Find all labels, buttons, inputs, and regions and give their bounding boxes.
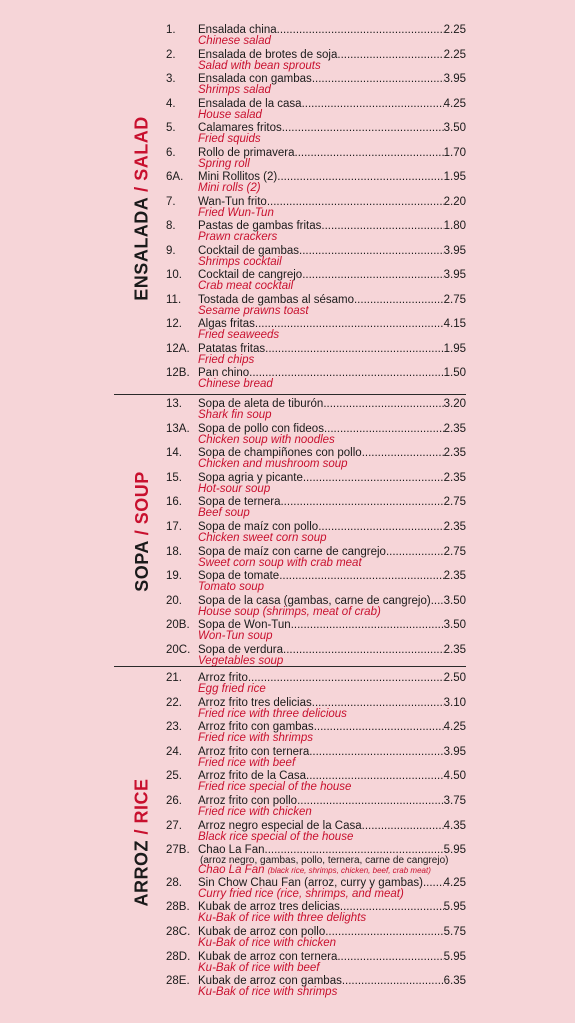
item-price: 3.95 bbox=[443, 269, 466, 281]
item-leader-dots bbox=[279, 570, 443, 583]
item-name: Sopa de la casa (gambas, carne de cangrejo) bbox=[198, 594, 431, 607]
item-leader-dots bbox=[312, 73, 444, 86]
item-price: 1.95 bbox=[443, 342, 466, 355]
item-number: 19. bbox=[166, 570, 182, 583]
item-number: 23. bbox=[166, 721, 182, 734]
item-leader-dots bbox=[309, 746, 443, 759]
item-english-name: Spring roll bbox=[198, 157, 250, 170]
item-number: 16. bbox=[166, 496, 182, 509]
item-price: 4.15 bbox=[443, 318, 466, 330]
menu-item bbox=[0, 820, 575, 844]
item-leader-dots bbox=[299, 245, 444, 258]
item-number: 6A. bbox=[166, 171, 184, 183]
item-number: 20C. bbox=[166, 644, 191, 656]
item-name: Cocktail de gambas bbox=[198, 244, 299, 257]
menu-item bbox=[0, 447, 575, 471]
item-number: 13. bbox=[166, 398, 182, 410]
item-leader-dots bbox=[282, 122, 444, 135]
item-number: 6. bbox=[166, 146, 176, 159]
item-english-name: Shark fin soup bbox=[198, 409, 272, 421]
menu-item bbox=[0, 220, 575, 244]
menu-item bbox=[0, 521, 575, 545]
item-name: Arroz negro especial de la Casa bbox=[198, 819, 362, 832]
section-title-en: SALAD bbox=[131, 115, 152, 181]
item-english-name: Chicken soup with noodles bbox=[198, 433, 335, 446]
item-number: 28. bbox=[166, 876, 182, 889]
menu-item bbox=[0, 73, 575, 97]
item-number: 15. bbox=[166, 471, 182, 484]
item-english-name: Shrimps salad bbox=[198, 84, 271, 96]
menu-item bbox=[0, 196, 575, 220]
item-leader-dots bbox=[303, 472, 444, 485]
menu-item bbox=[0, 245, 575, 269]
item-number: 3. bbox=[166, 73, 176, 85]
item-english-name: Curry fried rice (rice, shrimps, and meat) bbox=[198, 887, 404, 900]
item-number: 4. bbox=[166, 97, 176, 110]
item-price: 2.75 bbox=[443, 293, 466, 306]
item-name: Sopa de Won-Tun bbox=[198, 619, 291, 632]
item-number: 7. bbox=[166, 195, 176, 208]
menu-item bbox=[0, 147, 575, 171]
menu-item bbox=[0, 24, 575, 48]
section-title-separator: / bbox=[131, 185, 152, 192]
item-price: 5.95 bbox=[443, 901, 466, 914]
item-english-name: Fried rice with shrimps bbox=[198, 732, 314, 745]
item-name: Ensalada de brotes de soja bbox=[198, 48, 338, 61]
item-number: 27B. bbox=[166, 844, 190, 857]
item-leader-dots bbox=[291, 619, 444, 632]
menu-item bbox=[0, 367, 575, 391]
section-title-es: SOPA bbox=[131, 540, 152, 592]
item-leader-dots bbox=[280, 496, 443, 509]
menu-item bbox=[0, 926, 575, 950]
item-description: (arroz negro, gambas, pollo, ternera, carne de cangrejo) bbox=[200, 855, 449, 867]
menu-item bbox=[0, 398, 575, 422]
menu-item bbox=[0, 951, 575, 975]
menu-item bbox=[0, 122, 575, 146]
menu-item bbox=[0, 721, 575, 745]
item-leader-dots bbox=[386, 546, 444, 559]
menu-item bbox=[0, 294, 575, 318]
item-name: Ensalada con gambas bbox=[198, 73, 312, 85]
item-name: Sin Chow Chau Fan (arroz, curry y gambas) bbox=[198, 876, 423, 889]
item-leader-dots bbox=[354, 294, 444, 307]
item-name: Sopa de aleta de tiburón bbox=[198, 398, 324, 410]
item-english-main: Chao La Fan bbox=[198, 864, 265, 877]
menu-item bbox=[0, 171, 575, 195]
item-price: 3.50 bbox=[443, 594, 466, 607]
item-english-name: House soup (shrimps, meat of crab) bbox=[198, 605, 381, 618]
item-price: 5.75 bbox=[443, 926, 466, 938]
item-name: Sopa de verdura bbox=[198, 644, 284, 656]
item-number: 24. bbox=[166, 745, 182, 758]
item-price: 1.70 bbox=[443, 146, 466, 159]
item-leader-dots bbox=[255, 318, 444, 331]
item-name: Kubak de arroz con ternera bbox=[198, 950, 338, 963]
menu-item bbox=[0, 877, 575, 901]
item-english-name: Ku-Bak of rice with chicken bbox=[198, 937, 337, 949]
item-name: Sopa de maíz con pollo bbox=[198, 521, 319, 533]
item-english-name: Fried chips bbox=[198, 353, 255, 366]
item-name: Arroz frito con pollo bbox=[198, 795, 298, 807]
item-number: 8. bbox=[166, 220, 176, 232]
item-number: 1. bbox=[166, 24, 176, 36]
item-english-name: Ku-Bak of rice with shrimps bbox=[198, 986, 338, 999]
item-number: 25. bbox=[166, 770, 182, 783]
item-price: 2.35 bbox=[443, 644, 466, 656]
item-english-name bbox=[198, 864, 431, 877]
item-price: 3.95 bbox=[443, 244, 466, 257]
item-english-name: Fried rice with three delicious bbox=[198, 707, 347, 720]
item-english-name: Prawn crackers bbox=[198, 231, 278, 243]
item-english-name: Vegetables soup bbox=[198, 655, 284, 667]
item-number: 28D. bbox=[166, 950, 191, 963]
item-leader-dots bbox=[362, 447, 444, 460]
item-name: Sopa agria y picante bbox=[198, 471, 303, 484]
item-english-name: Ku-Bak of rice with three delights bbox=[198, 912, 367, 925]
item-english-name: Chicken sweet corn soup bbox=[198, 532, 327, 544]
item-number: 28C. bbox=[166, 926, 191, 938]
item-leader-dots bbox=[314, 721, 444, 734]
item-price: 2.35 bbox=[443, 471, 466, 484]
item-number: 26. bbox=[166, 795, 182, 807]
item-price: 3.50 bbox=[443, 619, 466, 632]
item-leader-dots bbox=[302, 98, 444, 111]
item-price: 4.35 bbox=[443, 819, 466, 832]
item-number: 17. bbox=[166, 521, 182, 533]
menu-item bbox=[0, 746, 575, 770]
item-price: 2.35 bbox=[443, 521, 466, 533]
menu-item bbox=[0, 423, 575, 447]
section-title-separator: / bbox=[131, 828, 152, 835]
menu-item bbox=[0, 795, 575, 819]
item-number: 20B. bbox=[166, 619, 190, 632]
item-number: 2. bbox=[166, 48, 176, 61]
item-name: Sopa de ternera bbox=[198, 496, 281, 509]
item-leader-dots bbox=[302, 269, 443, 282]
item-number: 12A. bbox=[166, 342, 190, 355]
item-number: 28E. bbox=[166, 975, 190, 988]
menu-item bbox=[0, 619, 575, 643]
item-leader-dots bbox=[324, 423, 444, 436]
item-number: 5. bbox=[166, 122, 176, 134]
item-english-name: Crab meat cocktail bbox=[198, 280, 294, 292]
item-leader-dots bbox=[318, 521, 443, 534]
item-price: 3.75 bbox=[443, 795, 466, 807]
item-leader-dots bbox=[249, 367, 443, 380]
menu-item bbox=[0, 595, 575, 619]
item-english-name: Tomato soup bbox=[198, 581, 265, 594]
section-title-en: SOUP bbox=[131, 470, 152, 524]
item-name: Ensalada de la casa bbox=[198, 97, 302, 110]
item-english-name: Sweet corn soup with crab meat bbox=[198, 556, 362, 569]
item-name: Arroz frito bbox=[198, 672, 248, 684]
item-english-name: Fried seaweeds bbox=[198, 329, 280, 341]
item-number: 18. bbox=[166, 545, 182, 558]
item-number: 10. bbox=[166, 269, 182, 281]
item-name: Calamares fritos bbox=[198, 122, 282, 134]
item-price: 3.95 bbox=[443, 73, 466, 85]
item-english-name: Sesame prawns toast bbox=[198, 304, 309, 317]
menu-item bbox=[0, 269, 575, 293]
item-leader-dots bbox=[423, 877, 444, 890]
section-title-es: ARROZ bbox=[131, 839, 152, 907]
menu-item bbox=[0, 770, 575, 794]
item-leader-dots bbox=[295, 147, 444, 160]
item-name: Sopa de champiñones con pollo bbox=[198, 447, 362, 460]
menu-item bbox=[0, 697, 575, 721]
item-leader-dots bbox=[283, 644, 444, 657]
item-price: 2.35 bbox=[443, 447, 466, 460]
item-number: 27. bbox=[166, 819, 182, 832]
item-english-name: Shrimps cocktail bbox=[198, 255, 282, 268]
menu-item bbox=[0, 644, 575, 668]
section-divider bbox=[114, 666, 466, 667]
item-name: Kubak de arroz con pollo bbox=[198, 926, 326, 938]
item-english-name: Chicken and mushroom soup bbox=[198, 458, 348, 471]
item-price: 5.95 bbox=[443, 950, 466, 963]
item-name: Cocktail de cangrejo bbox=[198, 269, 303, 281]
item-name: Pan chino bbox=[198, 367, 250, 379]
item-number: 12B. bbox=[166, 367, 190, 379]
section-divider bbox=[114, 394, 466, 395]
menu-item bbox=[0, 496, 575, 520]
item-name: Algas fritas bbox=[198, 318, 255, 330]
item-price: 3.50 bbox=[443, 122, 466, 134]
item-name: Pastas de gambas fritas bbox=[198, 220, 322, 232]
item-leader-dots bbox=[277, 171, 443, 184]
item-english-name: Hot-sour soup bbox=[198, 482, 271, 495]
item-name: Sopa de pollo con fideos bbox=[198, 422, 324, 435]
item-name: Arroz frito con ternera bbox=[198, 745, 310, 758]
section-title-separator: / bbox=[131, 529, 152, 535]
item-english-name: Won-Tun soup bbox=[198, 630, 273, 643]
item-name: Rollo de primavera bbox=[198, 146, 295, 159]
item-name: Ensalada china bbox=[198, 24, 277, 36]
section-title-en: RICE bbox=[131, 777, 152, 823]
item-number: 22. bbox=[166, 696, 182, 709]
item-price: 4.25 bbox=[443, 876, 466, 889]
item-english-name: House salad bbox=[198, 108, 262, 121]
menu-item bbox=[0, 318, 575, 342]
item-name: Arroz frito de la Casa bbox=[198, 770, 307, 783]
item-price: 2.75 bbox=[443, 496, 466, 509]
item-leader-dots bbox=[321, 220, 443, 233]
item-english-name: Black rice special of the house bbox=[198, 830, 354, 843]
item-leader-dots bbox=[337, 951, 443, 964]
item-number: 28B. bbox=[166, 901, 190, 914]
item-price: 2.35 bbox=[443, 422, 466, 435]
item-leader-dots bbox=[431, 595, 444, 608]
menu-item bbox=[0, 901, 575, 925]
item-price: 2.25 bbox=[443, 48, 466, 61]
item-number: 11. bbox=[166, 293, 182, 306]
item-price: 2.25 bbox=[443, 24, 466, 36]
item-price: 3.95 bbox=[443, 745, 466, 758]
menu-item bbox=[0, 49, 575, 73]
item-leader-dots bbox=[337, 49, 443, 62]
item-leader-dots bbox=[342, 975, 444, 988]
item-english-name: Beef soup bbox=[198, 507, 250, 520]
item-english-name: Fried Wun-Tun bbox=[198, 206, 274, 219]
item-price: 4.50 bbox=[443, 770, 466, 783]
item-english-name: Chinese bread bbox=[198, 378, 273, 390]
item-name: Chao La Fan bbox=[198, 844, 265, 857]
menu-item bbox=[0, 343, 575, 367]
menu-item bbox=[0, 570, 575, 594]
item-english-name: Fried rice with beef bbox=[198, 756, 296, 769]
item-english-name: Mini rolls (2) bbox=[198, 182, 261, 194]
item-name: Patatas fritas bbox=[198, 342, 266, 355]
item-english-name: Fried rice with chicken bbox=[198, 806, 312, 818]
menu-item bbox=[0, 844, 575, 877]
item-english-name: Fried squids bbox=[198, 133, 261, 145]
menu-item bbox=[0, 472, 575, 496]
item-price: 1.50 bbox=[443, 367, 466, 379]
item-english-name: Egg fried rice bbox=[198, 683, 266, 695]
item-price: 2.50 bbox=[443, 672, 466, 684]
item-leader-dots bbox=[277, 24, 444, 37]
item-number: 20. bbox=[166, 594, 182, 607]
item-price: 6.35 bbox=[443, 975, 466, 988]
item-price: 2.20 bbox=[443, 195, 466, 208]
item-number: 14. bbox=[166, 447, 182, 460]
item-leader-dots bbox=[323, 398, 443, 411]
item-name: Tostada de gambas al sésamo bbox=[198, 293, 354, 306]
item-leader-dots bbox=[248, 672, 444, 685]
menu-item bbox=[0, 672, 575, 696]
menu-item bbox=[0, 546, 575, 570]
item-price: 3.20 bbox=[443, 398, 466, 410]
item-leader-dots bbox=[325, 926, 443, 939]
item-leader-dots bbox=[297, 795, 444, 808]
item-number: 21. bbox=[166, 672, 182, 684]
item-price: 2.35 bbox=[443, 570, 466, 583]
item-leader-dots bbox=[362, 820, 444, 833]
item-price: 5.95 bbox=[443, 844, 466, 857]
menu-item bbox=[0, 975, 575, 999]
item-number: 9. bbox=[166, 244, 176, 257]
item-name: Mini Rollitos (2) bbox=[198, 171, 278, 183]
item-number: 12. bbox=[166, 318, 182, 330]
item-price: 4.25 bbox=[443, 97, 466, 110]
item-leader-dots bbox=[267, 196, 444, 209]
item-name: Arroz frito tres delicias bbox=[198, 696, 312, 709]
item-leader-dots bbox=[265, 343, 443, 356]
item-english-detail: (black rice, shrimps, chicken, beef, crab meat) bbox=[267, 866, 431, 876]
section-title-es: ENSALADA bbox=[131, 196, 152, 301]
item-name: Kubak de arroz tres delicias bbox=[198, 901, 340, 914]
item-price: 2.75 bbox=[443, 545, 466, 558]
item-price: 3.10 bbox=[443, 696, 466, 709]
item-english-name: Chinese salad bbox=[198, 35, 271, 47]
item-english-name: Ku-Bak of rice with beef bbox=[198, 961, 320, 974]
item-name: Wan-Tun frito bbox=[198, 195, 267, 208]
item-number: 13A. bbox=[166, 422, 190, 435]
item-price: 1.80 bbox=[443, 220, 466, 232]
item-english-name: Salad with bean sprouts bbox=[198, 59, 321, 72]
item-name: Arroz frito con gambas bbox=[198, 721, 314, 734]
menu-item bbox=[0, 98, 575, 122]
item-price: 1.95 bbox=[443, 171, 466, 183]
item-name: Kubak de arroz con gambas bbox=[198, 975, 342, 988]
item-price: 4.25 bbox=[443, 721, 466, 734]
item-name: Sopa de tomate bbox=[198, 570, 280, 583]
item-name: Sopa de maíz con carne de cangrejo bbox=[198, 545, 386, 558]
item-english-name: Fried rice special of the house bbox=[198, 781, 352, 794]
